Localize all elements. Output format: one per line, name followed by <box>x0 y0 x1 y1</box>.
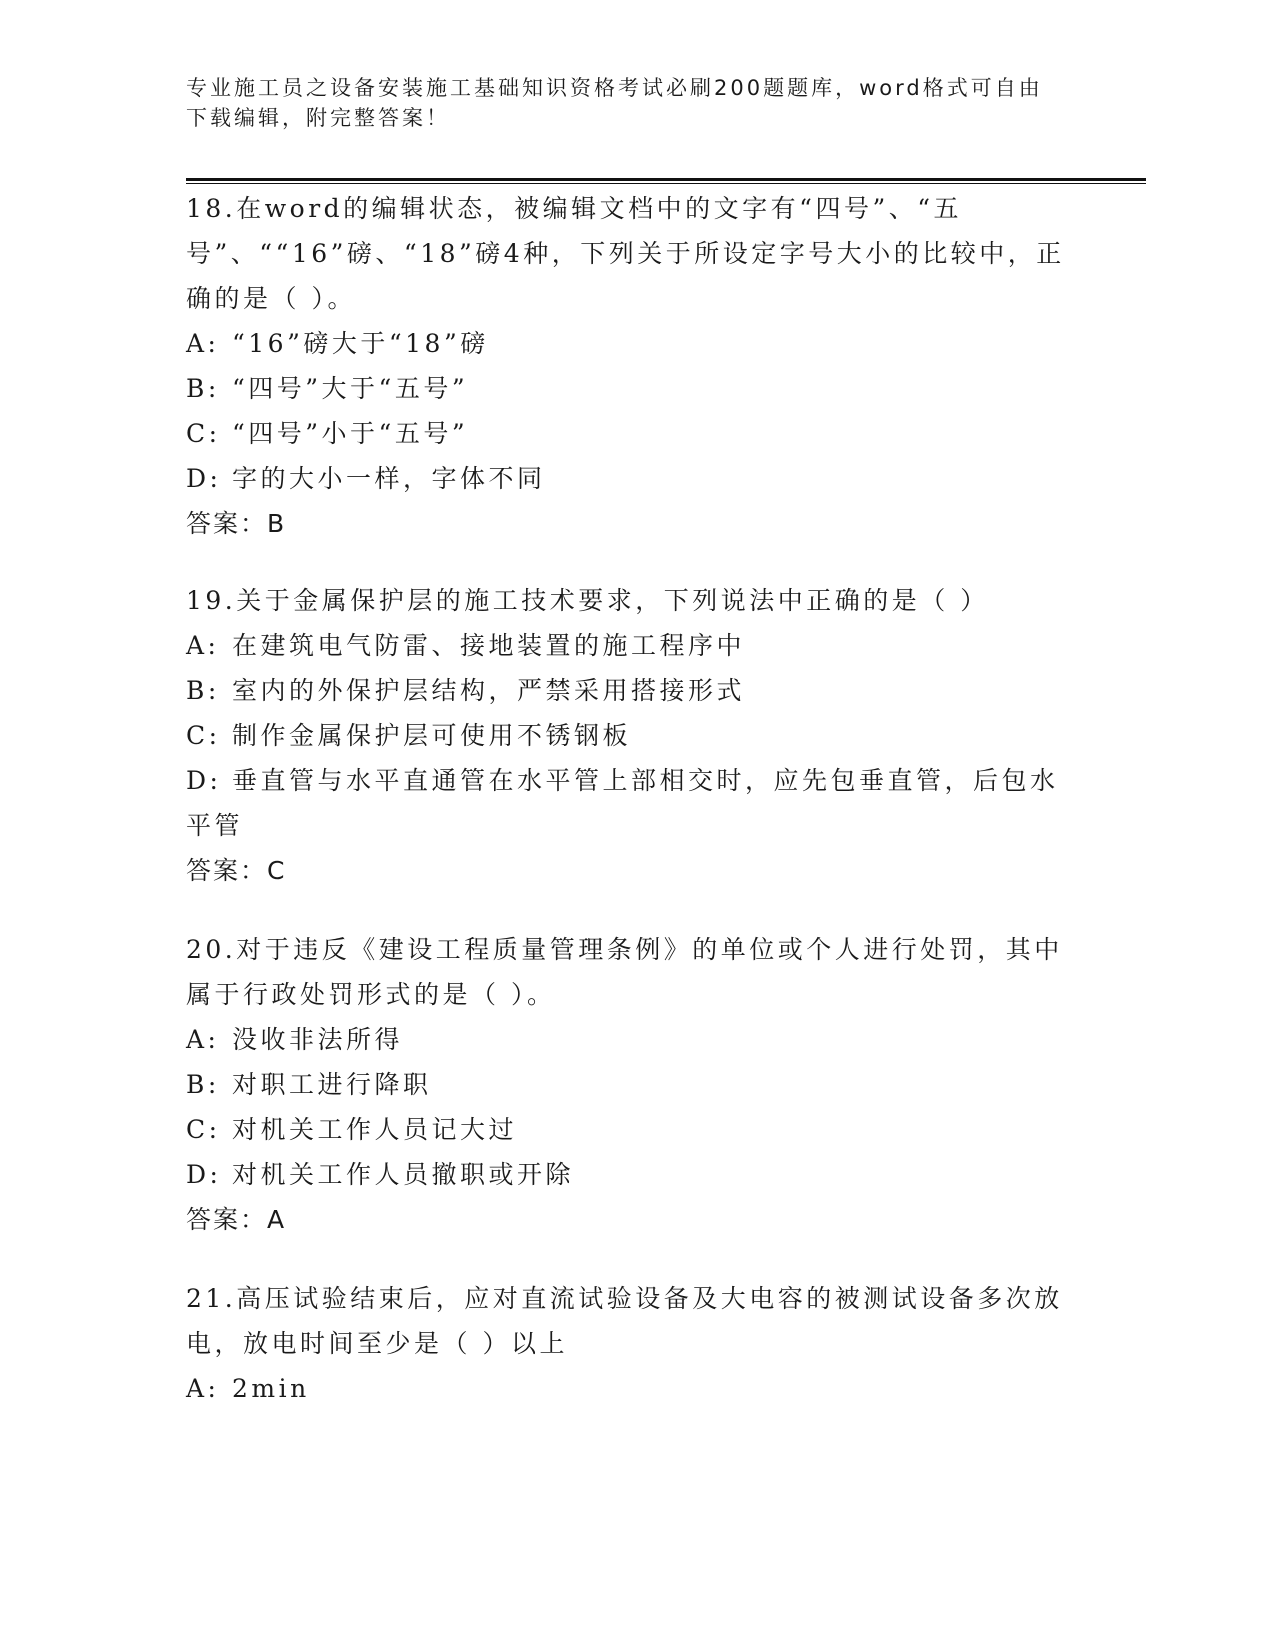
option-a <box>186 321 1066 366</box>
question-21 <box>186 1276 1066 1411</box>
option-text: 对职工进行降职 <box>232 1070 432 1099</box>
option-text: 对机关工作人员记大过 <box>232 1115 518 1144</box>
option-letter: B: <box>186 374 220 403</box>
option-c <box>186 1107 1066 1152</box>
option-letter: D: <box>186 464 222 493</box>
question-stem: 18.在word的编辑状态，被编辑文档中的文字有“四号”、“五号”、““16”磅、“18”磅4种，下列关于所设定字号大小的比较中，正确的是（ ）。 <box>186 194 1065 313</box>
option-letter: A: <box>186 1025 220 1054</box>
option-letter: B: <box>186 1070 220 1099</box>
option-text: 字的大小一样，字体不同 <box>232 464 546 493</box>
option-text: “16”磅大于“18”磅 <box>232 329 489 358</box>
option-letter: C: <box>186 721 221 750</box>
option-text: 对机关工作人员撤职或开除 <box>232 1160 575 1189</box>
option-letter: B: <box>186 676 220 705</box>
option-c <box>186 411 1066 456</box>
option-text: 室内的外保护层结构，严禁采用搭接形式 <box>232 676 746 705</box>
question-20 <box>186 927 1066 1242</box>
option-letter: D: <box>186 1160 222 1189</box>
question-stem: 20.对于违反《建设工程质量管理条例》的单位或个人进行处罚，其中属于行政处罚形式的是（ ）。 <box>186 935 1063 1009</box>
option-text: “四号”大于“五号” <box>232 374 469 403</box>
option-text: 制作金属保护层可使用不锈钢板 <box>232 721 632 750</box>
option-letter: C: <box>186 419 221 448</box>
answer-label: 答案：B <box>186 509 287 538</box>
option-letter: D: <box>186 766 222 795</box>
option-d <box>186 456 1066 501</box>
option-b <box>186 1062 1066 1107</box>
header-rule-thin <box>186 183 1146 184</box>
question-stem: 19.关于金属保护层的施工技术要求，下列说法中正确的是（ ） <box>186 586 989 615</box>
option-a <box>186 1366 1066 1411</box>
option-letter: A: <box>186 329 220 358</box>
question-stem: 21.高压试验结束后，应对直流试验设备及大电容的被测试设备多次放电，放电时间至少是（ ）以上 <box>186 1284 1063 1358</box>
document-header: 专业施工员之设备安装施工基础知识资格考试必刷200题题库，word格式可自由下载编辑，附完整答案！ <box>186 76 1043 130</box>
option-text: 在建筑电气防雷、接地装置的施工程序中 <box>232 631 746 660</box>
option-b <box>186 668 1066 713</box>
option-letter: C: <box>186 1115 221 1144</box>
option-text: “四号”小于“五号” <box>232 419 469 448</box>
option-d <box>186 1152 1066 1197</box>
answer-label: 答案：C <box>186 856 287 885</box>
option-letter: A: <box>186 631 220 660</box>
option-text: 没收非法所得 <box>232 1025 404 1054</box>
option-a <box>186 1017 1066 1062</box>
option-letter: A: <box>186 1374 220 1403</box>
question-19 <box>186 578 1066 893</box>
option-text: 2min <box>232 1374 310 1403</box>
option-d <box>186 758 1066 848</box>
option-text: 垂直管与水平直通管在水平管上部相交时，应先包垂直管，后包水平管 <box>186 766 1059 840</box>
question-18 <box>186 186 1066 546</box>
option-c <box>186 713 1066 758</box>
answer-label: 答案：A <box>186 1205 287 1234</box>
option-b <box>186 366 1066 411</box>
header-rule-thick <box>186 178 1146 181</box>
option-a <box>186 623 1066 668</box>
